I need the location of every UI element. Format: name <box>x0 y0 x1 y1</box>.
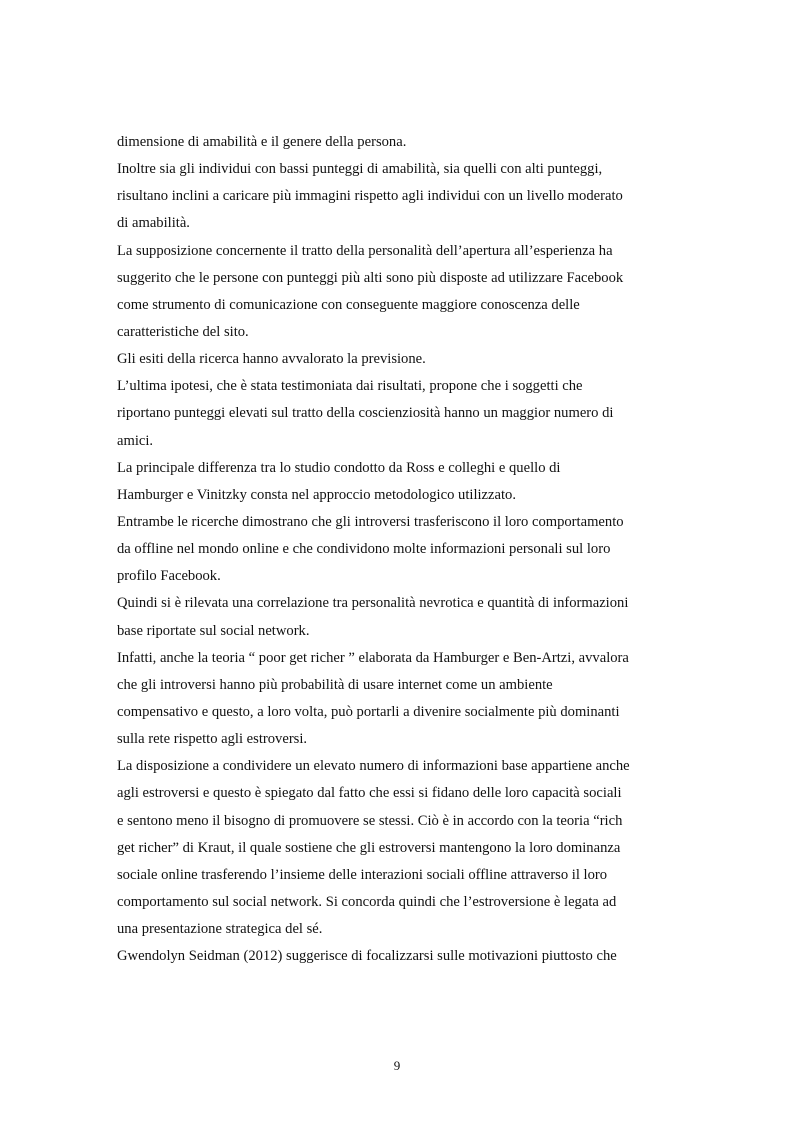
text-line: una presentazione strategica del sé. <box>117 921 323 938</box>
text-line: Quindi si è rilevata una correlazione tra personalità nevrotica e quantità di informazioni <box>117 595 629 612</box>
text-line: caratteristiche del sito. <box>117 323 249 340</box>
text-line: La principale differenza tra lo studio condotto da Ross e colleghi e quello di <box>117 459 561 476</box>
text-line: amici. <box>117 432 154 449</box>
text-line: Gli esiti della ricerca hanno avvalorato la previsione. <box>117 351 426 368</box>
body-text <box>117 129 685 970</box>
text-line: compensativo e questo, a loro volta, può portarli a divenire socialmente più dominanti <box>117 703 620 720</box>
text-line: Gwendolyn Seidman (2012) suggerisce di focalizzarsi sulle motivazioni piuttosto che <box>117 948 617 965</box>
page-number: 9 <box>393 1058 401 1073</box>
text-line: sociale online trasferendo l’insieme delle interazioni sociali offline attraverso il loro <box>117 866 608 883</box>
text-line: suggerito che le persone con punteggi più alti sono più disposte ad utilizzare Facebook <box>117 269 624 286</box>
text-line: e sentono meno il bisogno di promuovere se stessi. Ciò è in accordo con la teoria “rich <box>117 812 623 829</box>
text-line: dimensione di amabilità e il genere della persona. <box>117 134 407 150</box>
text-line: Hamburger e Vinitzky consta nel approccio metodologico utilizzato. <box>117 486 516 503</box>
text-line: La disposizione a condividere un elevato numero di informazioni base appartiene anche <box>117 758 630 775</box>
text-line: riportano punteggi elevati sul tratto della coscienziosità hanno un maggior numero di <box>117 405 614 422</box>
text-line: risultano inclini a caricare più immagini rispetto agli individui con un livello moderato <box>117 188 623 205</box>
text-line: agli estroversi e questo è spiegato dal fatto che essi si fidano delle loro capacità sociali <box>117 785 622 802</box>
text-line: L’ultima ipotesi, che è stata testimoniata dai risultati, propone che i soggetti che <box>117 378 583 395</box>
text-line: base riportate sul social network. <box>117 622 310 639</box>
text-line: da offline nel mondo online e che condividono molte informazioni personali sul loro <box>117 541 611 558</box>
text-line: profilo Facebook. <box>117 568 221 585</box>
text-line: sulla rete rispetto agli estroversi. <box>117 731 308 748</box>
text-line: come strumento di comunicazione con conseguente maggiore conoscenza delle <box>117 296 580 313</box>
text-line: Inoltre sia gli individui con bassi punteggi di amabilità, sia quelli con alti punteggi, <box>117 161 603 178</box>
text-line: Entrambe le ricerche dimostrano che gli introversi trasferiscono il loro comportamento <box>117 513 624 530</box>
text-line: La supposizione concernente il tratto della personalità dell’apertura all’esperienza ha <box>117 242 613 259</box>
text-line: di amabilità. <box>117 215 190 232</box>
text-line: get richer” di Kraut, il quale sostiene che gli estroversi mantengono la loro dominanza <box>117 839 621 856</box>
text-line: comportamento sul social network. Si concorda quindi che l’estroversione è legata ad <box>117 893 617 910</box>
text-line: che gli introversi hanno più probabilità di usare internet come un ambiente <box>117 676 553 693</box>
text-line: Infatti, anche la teoria “ poor get richer ” elaborata da Hamburger e Ben-Artzi, avvalora <box>117 649 629 666</box>
